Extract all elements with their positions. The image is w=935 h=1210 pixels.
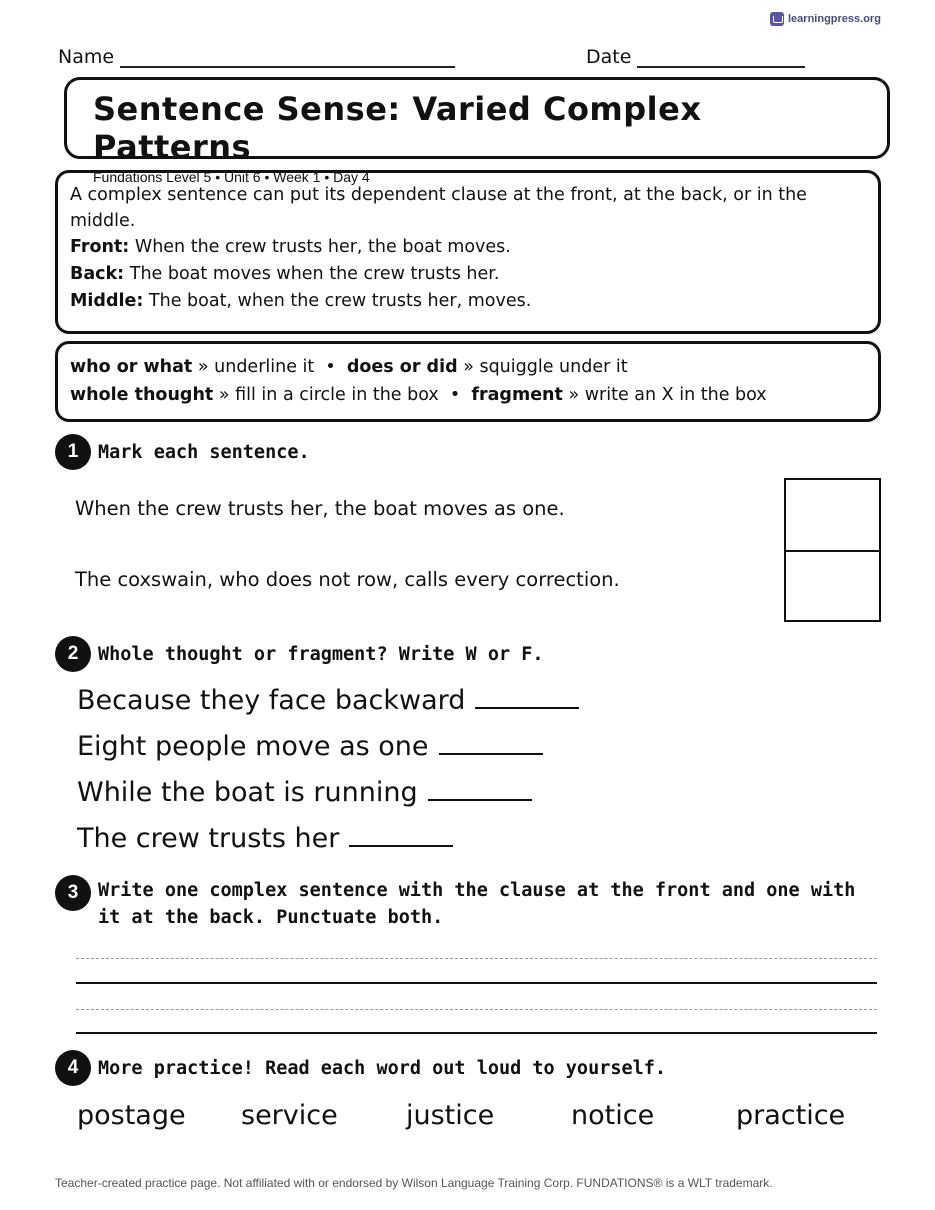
example-text: When the crew trusts her, the boat moves. (134, 237, 511, 257)
date-line[interactable] (637, 48, 805, 68)
key-row (70, 353, 866, 381)
name-field (58, 46, 455, 68)
key-desc: » squiggle under it (463, 357, 628, 377)
marking-key-box (55, 341, 881, 422)
practice-word: postage (77, 1100, 186, 1131)
practice-word: justice (406, 1100, 495, 1131)
wf-text: Because they face backward (77, 685, 466, 716)
mark-sentence-1: When the crew trusts her, the boat moves as one. (75, 497, 565, 520)
mark-sentence-2: The coxswain, who does not row, calls every correction. (75, 568, 620, 591)
page-title: Sentence Sense: Varied Complex Patterns (93, 90, 702, 166)
example-text: The boat, when the crew trusts her, moves. (148, 291, 532, 311)
question-number-badge: 2 (55, 636, 91, 672)
solid-base-line (76, 982, 877, 984)
footer-disclaimer: Teacher-created practice page. Not affiliated with or endorsed by Wilson Language Training Corp. FUNDATIONS® is a WLT trademark. (55, 1176, 773, 1190)
example-label: Back: (70, 264, 125, 284)
answer-blank[interactable] (349, 823, 453, 847)
question-number-badge: 1 (55, 434, 91, 470)
question-instruction: Write one complex sentence with the clause at the front and one with it at the back. Punctuate both. (98, 880, 856, 928)
question-instruction: Whole thought or fragment? Write W or F. (98, 643, 544, 665)
question-instruction: More practice! Read each word out loud to yourself. (98, 1057, 667, 1079)
question-number-badge: 3 (55, 875, 91, 911)
wf-item (77, 777, 532, 808)
question-4-header (55, 1050, 666, 1086)
date-label: Date (586, 46, 632, 68)
dashed-guide-line (76, 1009, 877, 1010)
question-1-header (55, 434, 310, 470)
key-term: whole thought (70, 385, 214, 405)
wf-item (77, 685, 579, 716)
example-label: Middle: (70, 291, 144, 311)
intro-text: A complex sentence can put its dependent clause at the front, at the back, or in the middle. (70, 185, 807, 231)
key-desc: » write an X in the box (568, 385, 767, 405)
brand-text: learningpress.org (788, 13, 881, 25)
book-icon (770, 12, 784, 26)
answer-blank[interactable] (439, 731, 543, 755)
key-term: fragment (471, 385, 563, 405)
question-2-header (55, 636, 544, 672)
question-instruction: Mark each sentence. (98, 441, 310, 463)
wf-text: The crew trusts her (77, 823, 340, 854)
key-row (70, 381, 866, 409)
question-3-header (55, 875, 878, 931)
wf-item (77, 823, 453, 854)
example-middle (70, 288, 866, 315)
key-separator: • (449, 385, 461, 405)
example-front (70, 234, 866, 261)
key-term: who or what (70, 357, 193, 377)
answer-blank[interactable] (428, 777, 532, 801)
example-back (70, 261, 866, 288)
key-separator: • (325, 357, 336, 377)
page-subtitle: Fundations Level 5 • Unit 6 • Week 1 • Day 4 (93, 169, 370, 185)
title-box (64, 77, 890, 185)
key-desc: » fill in a circle in the box (218, 385, 439, 405)
name-label: Name (58, 46, 115, 68)
date-field (586, 46, 805, 68)
mark-answer-boxes[interactable] (784, 478, 881, 622)
intro-box (55, 170, 881, 334)
solid-base-line (76, 1032, 877, 1034)
practice-word: practice (736, 1100, 846, 1131)
wf-text: Eight people move as one (77, 731, 429, 762)
box-divider (786, 550, 879, 552)
example-label: Front: (70, 237, 130, 257)
practice-word: service (241, 1100, 338, 1131)
brand-logo (770, 12, 881, 26)
answer-blank[interactable] (475, 685, 579, 709)
dashed-guide-line (76, 958, 877, 959)
question-number-badge: 4 (55, 1050, 91, 1086)
example-text: The boat moves when the crew trusts her. (129, 264, 500, 284)
wf-text: While the boat is running (77, 777, 418, 808)
key-term: does or did (346, 357, 458, 377)
name-line[interactable] (120, 48, 455, 68)
practice-word: notice (571, 1100, 655, 1131)
wf-item (77, 731, 543, 762)
key-desc: » underline it (197, 357, 315, 377)
